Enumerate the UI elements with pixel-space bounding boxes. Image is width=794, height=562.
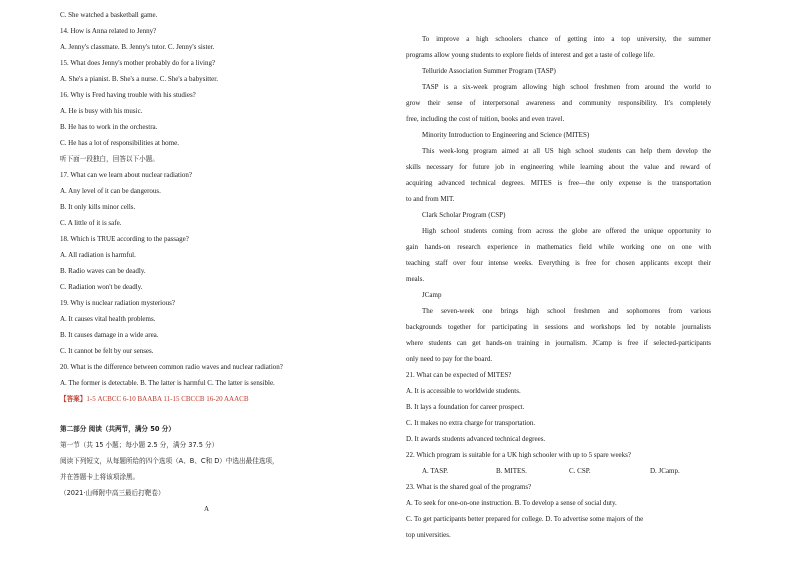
answer-tag: 【答案】 xyxy=(60,395,87,403)
text-line: gain hands-on research experience in mathematics field while working one on one with xyxy=(406,243,711,251)
text-line: to and from MIT. xyxy=(406,195,455,203)
text-line: A. It causes vital health problems. xyxy=(60,315,156,323)
text-line: Telluride Association Summer Program (TASP) xyxy=(422,67,556,75)
source-line: （2021·山师附中高三最后打靶卷） xyxy=(60,489,165,497)
text-line: 23. What is the shared goal of the programs? xyxy=(406,483,532,491)
section-title: 第二部分 阅读（共两节，满分 50 分） xyxy=(60,425,175,433)
text-line: skills necessary for future job in engineering while learning about the value and reward of xyxy=(406,163,711,171)
text-line: 20. What is the difference between common radio waves and nuclear radiation? xyxy=(60,363,283,371)
text-line: backgrounds together for participating in sessions and workshops led by notable journalists xyxy=(406,323,711,331)
text-line: A. She's a pianist. B. She's a nurse. C. She's a babysitter. xyxy=(60,75,218,83)
text-line: A. All radiation is harmful. xyxy=(60,251,136,259)
text-line: High school students coming from across the globe are offered the unique opportunity to xyxy=(422,227,711,235)
text-line: where students can get hands-on training in journalism. JCamp is free if selected-participants xyxy=(406,339,711,347)
section-subtitle: 第一节（共 15 小题；每小题 2.5 分，满分 37.5 分） xyxy=(60,441,219,449)
text-line: B. Radio waves can be deadly. xyxy=(60,267,146,275)
text-line: D. It awards students advanced technical degrees. xyxy=(406,435,546,443)
text-line: free, including the cost of tuition, books and even travel. xyxy=(406,115,565,123)
instruction-line: 阅读下列短文，从每题所给的四个选项（A、B、C和 D）中选出最佳选项， xyxy=(60,457,279,465)
text-line: programs allow young students to explore fields of interest and get a taste of college life. xyxy=(406,51,655,59)
text-line: B. It only kills minor cells. xyxy=(60,203,136,211)
text-line: 22. Which program is suitable for a UK high schooler with up to 5 spare weeks? xyxy=(406,451,631,459)
option-d: D. JCamp. xyxy=(650,467,680,475)
text-line: C. Radiation won't be deadly. xyxy=(60,283,143,291)
text-line: 17. What can we learn about nuclear radiation? xyxy=(60,171,193,179)
text-line: 18. Which is TRUE according to the passage? xyxy=(60,235,189,243)
option-c: C. CSP. xyxy=(569,467,591,475)
text-line: A. The former is detectable. B. The latter is harmful C. The latter is sensible. xyxy=(60,379,275,387)
text-line: A. He is busy with his music. xyxy=(60,107,143,115)
text-line: JCamp xyxy=(422,291,442,299)
text-line: TASP is a six-week program allowing high school freshmen from around the world to xyxy=(422,83,711,91)
text-line: 21. What can be expected of MITES? xyxy=(406,371,512,379)
text-line: C. It makes no extra charge for transportation. xyxy=(406,419,536,427)
answer-text: 1-5 ACBCC 6-10 BAABA 11-15 CBCCB 16-20 AAACB xyxy=(86,395,249,403)
text-line: A. Any level of it can be dangerous. xyxy=(60,187,161,195)
passage-label: A xyxy=(204,505,210,513)
text-line: A. It is accessible to worldwide students. xyxy=(406,387,521,395)
instruction-line: 并在答题卡上将该项涂黑。 xyxy=(60,473,140,481)
text-line: B. It lays a foundation for career prospect. xyxy=(406,403,525,411)
text-line: 14. How is Anna related to Jenny? xyxy=(60,27,157,35)
text-line: C. A little of it is safe. xyxy=(60,219,122,227)
text-line: Minority Introduction to Engineering and Science (MITES) xyxy=(422,131,590,139)
text-line: top universities. xyxy=(406,531,451,539)
text-line: grow their sense of interpersonal awareness and community responsibility. It's completely xyxy=(406,99,711,107)
text-line: A. To seek for one-on-one instruction. B. To develop a sense of social duty. xyxy=(406,499,617,507)
option-b: B. MITES. xyxy=(496,467,527,475)
text-line: 听下面一段独白，回答以下小题。 xyxy=(60,155,159,163)
text-line: C. It cannot be felt by our senses. xyxy=(60,347,154,355)
text-line: The seven-week one brings high school freshmen and sophomores from various xyxy=(422,307,711,315)
text-line: Clark Scholar Program (CSP) xyxy=(422,211,506,219)
text-line: This week-long program aimed at all US high school students can help them develop the xyxy=(422,147,711,155)
text-line: only need to pay for the board. xyxy=(406,355,493,363)
answer-key xyxy=(60,395,249,403)
text-line: 19. Why is nuclear radiation mysterious? xyxy=(60,299,175,307)
text-line: 15. What does Jenny's mother probably do for a living? xyxy=(60,59,216,67)
text-line: C. To get participants better prepared for college. D. To advertise some majors of the xyxy=(406,515,644,523)
text-line: teaching staff over four intense weeks. Everything is free for chosen applicants except their xyxy=(406,259,711,267)
text-line: To improve a high schoolers chance of getting into a top university, the summer xyxy=(422,35,711,43)
option-a: A. TASP. xyxy=(422,467,448,475)
text-line: C. She watched a basketball game. xyxy=(60,11,158,19)
text-line: 16. Why is Fred having trouble with his studies? xyxy=(60,91,196,99)
text-line: acquiring advanced technical degrees. MITES is free—the only expense is the transportation xyxy=(406,179,711,187)
text-line: C. He has a lot of responsibilities at home. xyxy=(60,139,179,147)
text-line: B. He has to work in the orchestra. xyxy=(60,123,158,131)
text-line: B. It causes damage in a wide area. xyxy=(60,331,159,339)
text-line: A. Jenny's classmate. B. Jenny's tutor. C. Jenny's sister. xyxy=(60,43,215,51)
text-line: meals. xyxy=(406,275,425,283)
